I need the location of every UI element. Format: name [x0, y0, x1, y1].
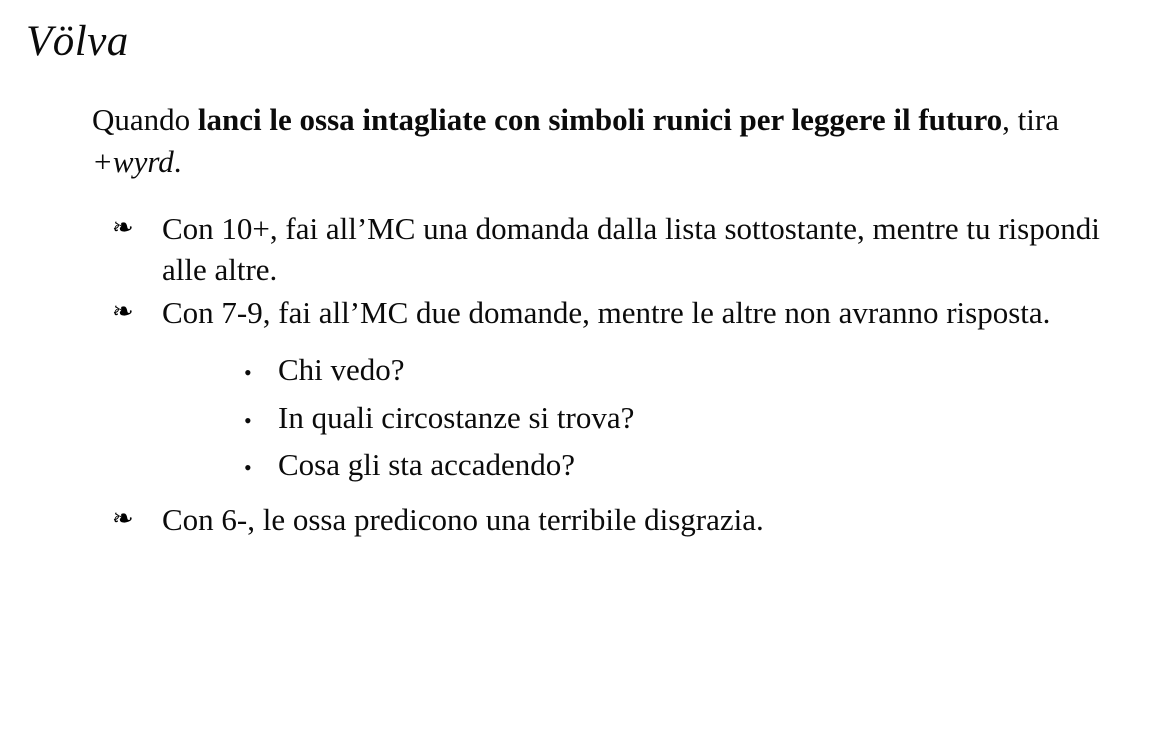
results-list [112, 208, 1122, 541]
question-text: Cosa gli sta accadendo? [278, 446, 575, 482]
bullet-icon: • [244, 407, 252, 433]
trigger-tail: . [173, 143, 182, 179]
list-item [112, 208, 1122, 290]
result-text: Con 7-9, fai all’MC due domande, mentre le altre non avranno risposta. [162, 295, 1051, 331]
questions-list [244, 349, 1122, 485]
trigger-mid: , tira [1002, 102, 1059, 138]
trigger-lead: Quando [92, 102, 198, 138]
trigger-italic: +wyrd [92, 143, 174, 179]
result-text: Con 10+, fai all’MC una domanda dalla lista sottostante, mentre tu rispondi alle altre. [162, 210, 1100, 287]
bullet-icon: • [244, 360, 252, 386]
question-text: Chi vedo? [278, 352, 405, 388]
page-title: Völva [26, 18, 129, 65]
result-text: Con 6-, le ossa predicono una terribile disgrazia. [162, 502, 764, 538]
list-item [112, 292, 1122, 333]
list-item [112, 499, 1122, 540]
fleuron-icon: ❧ [112, 212, 134, 243]
question-text: In quali circostanze si trova? [278, 399, 635, 435]
move-trigger-text [92, 99, 1112, 181]
bullet-icon: • [244, 454, 252, 480]
list-item [244, 349, 1122, 390]
fleuron-icon: ❧ [112, 297, 134, 328]
fleuron-icon: ❧ [112, 504, 134, 535]
list-item [244, 397, 1122, 438]
trigger-bold: lanci le ossa intagliate con simboli runici per leggere il futuro [197, 102, 1003, 138]
list-item [244, 444, 1122, 485]
